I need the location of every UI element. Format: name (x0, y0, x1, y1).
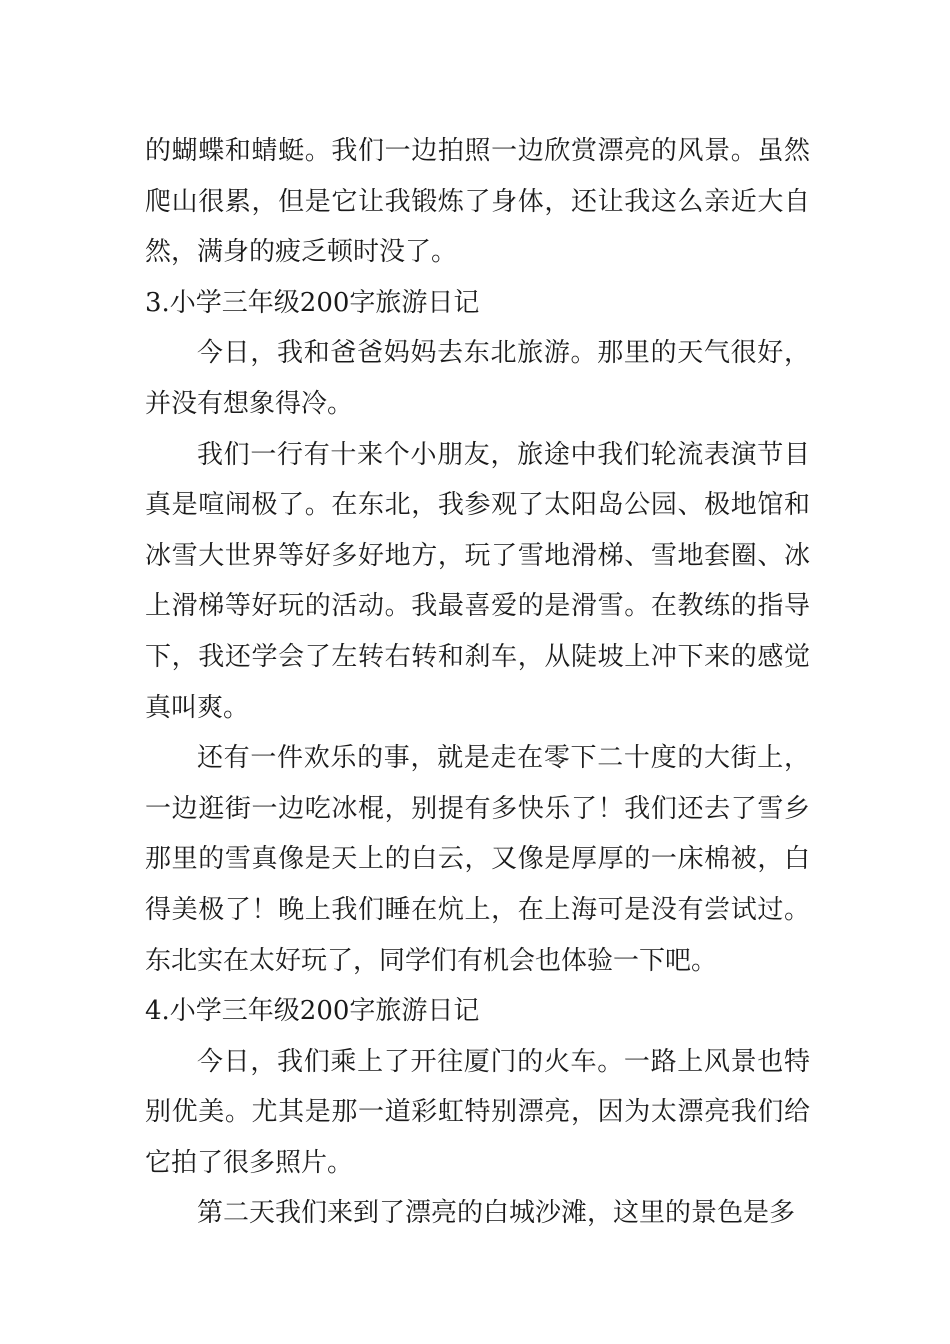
paragraph: 今日，我们乘上了开往厦门的火车。一路上风景也特别优美。尤其是那一道彩虹特别漂亮，因为太漂亮我们给它拍了很多照片。 (145, 1046, 810, 1178)
paragraph: 第二天我们来到了漂亮的白城沙滩，这里的景色是多 (197, 1198, 796, 1229)
paragraph: 今日，我和爸爸妈妈去东北旅游。那里的天气很好，并没有想象得冷。 (145, 338, 810, 419)
paragraph: 我们一行有十来个小朋友，旅途中我们轮流表演节目真是喧闹极了。在东北，我参观了太阳岛公园、极地馆和冰雪大世界等好多好地方，玩了雪地滑梯、雪地套圈、冰上滑梯等好玩的活动。我最喜爱的是滑雪。在教练的指导下，我还学会了左转右转和刹车，从陡坡上冲下来的感觉真叫爽。 (145, 439, 810, 723)
paragraph: 还有一件欢乐的事，就是走在零下二十度的大街上，一边逛街一边吃冰棍，别提有多快乐了！我们还去了雪乡那里的雪真像是天上的白云，又像是厚厚的一床棉被，白得美极了！晚上我们睡在炕上，在上海可是没有尝试过。东北实在太好玩了，同学们有机会也体验一下吧。 (145, 743, 810, 976)
section-heading-3: 3.小学三年级200字旅游日记 (145, 287, 480, 318)
document-body (145, 126, 810, 1239)
paragraph-continued: 的蝴蝶和蜻蜓。我们一边拍照一边欣赏漂亮的风景。虽然爬山很累，但是它让我锻炼了身体，还让我这么亲近大自然，满身的疲乏顿时没了。 (145, 136, 810, 268)
section-heading-4: 4.小学三年级200字旅游日记 (145, 996, 480, 1027)
